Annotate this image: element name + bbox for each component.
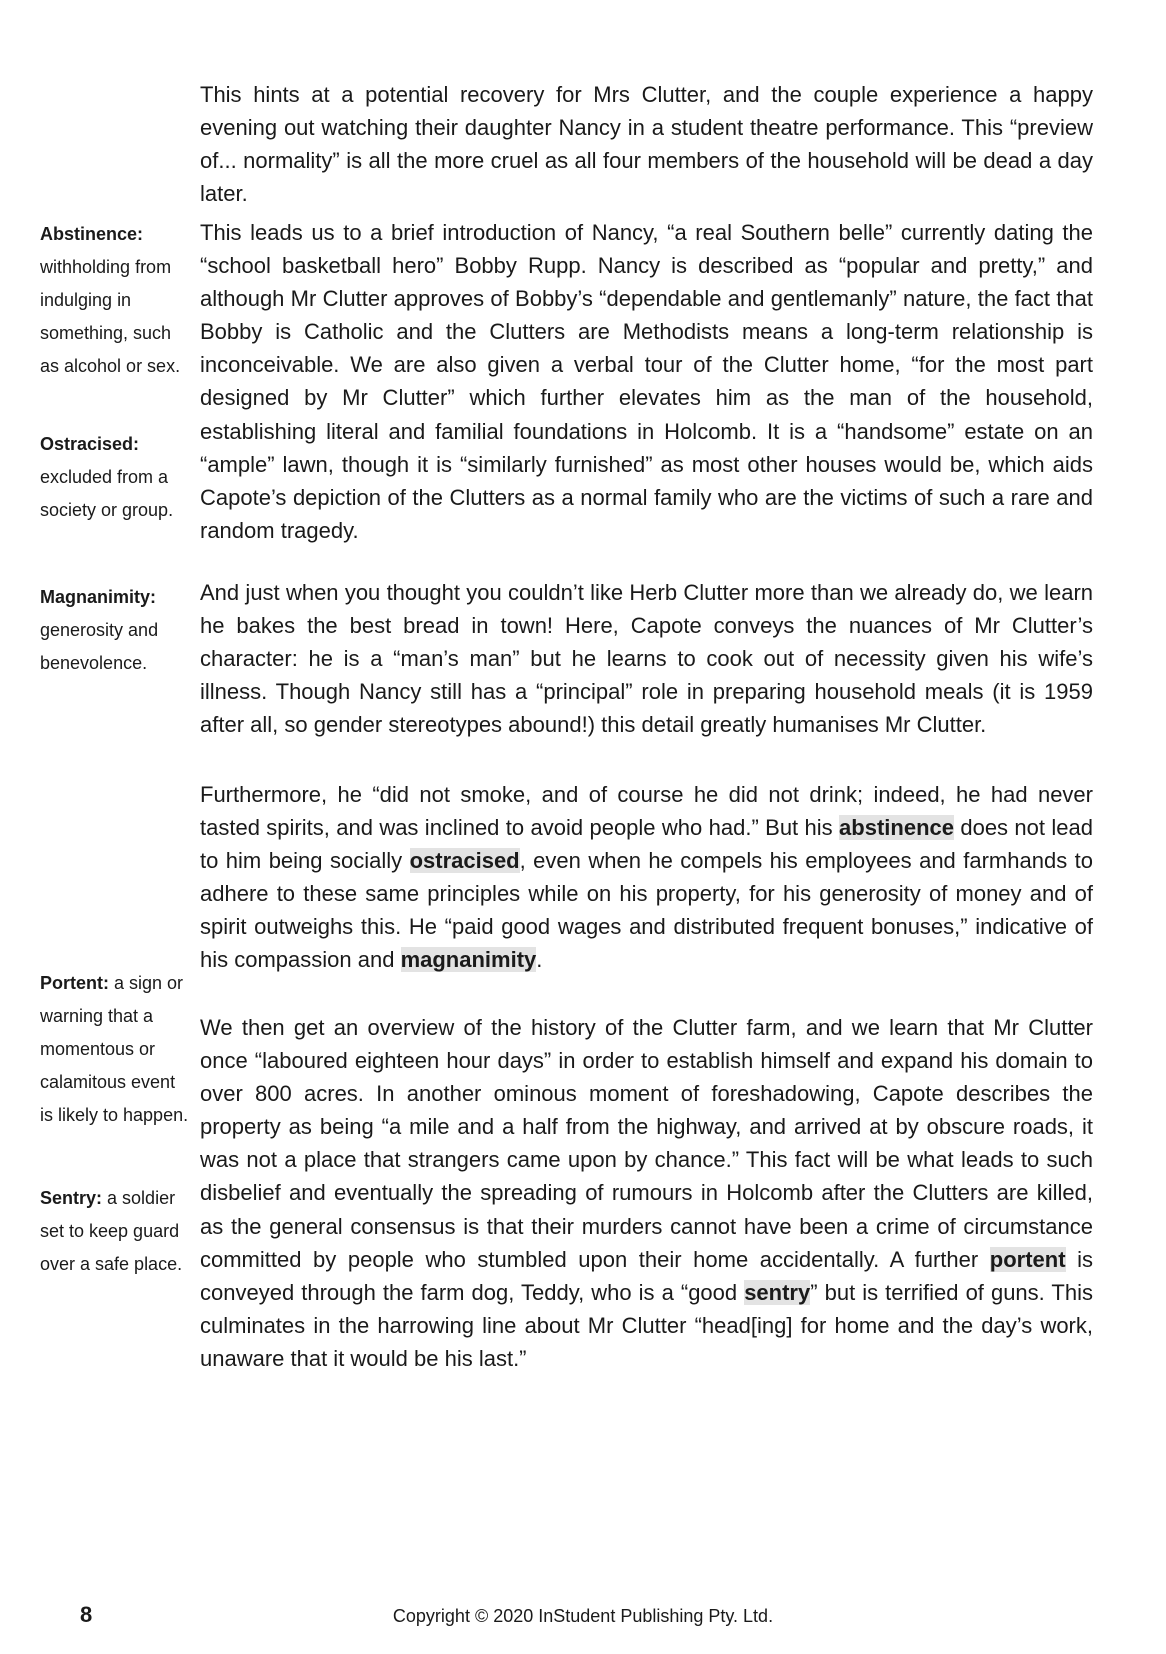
glossary-term: Abstinence: bbox=[40, 224, 144, 244]
glossary-term: Magnanimity: bbox=[40, 587, 157, 607]
paragraph-text bbox=[200, 78, 1093, 210]
paragraph-text bbox=[200, 576, 1093, 741]
keyword-portent: portent bbox=[989, 1246, 1066, 1272]
text-run: And just when you thought you couldn’t like Herb Clutter more than we already do, we learn he bakes the best bread in town! Here, Capote conveys the nuances of Mr Clutter’s character: he is a “man’s man” but he learns to cook out of necessity given his wife’s illness. Though Nancy still has a “principal” role in preparing household meals (it is 1959 after all, so gender stereotypes abound!) this detail greatly humanises Mr Clutter. bbox=[200, 580, 1093, 738]
keyword-abstinence: abstinence bbox=[839, 815, 954, 841]
text-run: Furthermore, he “did not smoke, and of course he did not drink; indeed, he had never tasted spirits, and was inclined to avoid people who had.” But his bbox=[200, 782, 1093, 841]
glossary-entry-ostracised bbox=[40, 428, 190, 527]
keyword-ostracised: ostracised bbox=[409, 848, 520, 874]
paragraph-5 bbox=[200, 1011, 1093, 1375]
glossary-definition: generosity and benevolence. bbox=[40, 620, 159, 674]
text-run: This hints at a potential recovery for Mrs Clutter, and the couple experience a happy evening out watching their daughter Nancy in a student theatre performance. This “preview of... normality” is all the more cruel as all four members of the household will be dead a day later. bbox=[200, 82, 1093, 207]
paragraph-1 bbox=[200, 78, 1093, 210]
copyright-footer: Copyright © 2020 InStudent Publishing Pty. Ltd. bbox=[392, 1606, 774, 1626]
glossary-entry-portent bbox=[40, 967, 190, 1132]
text-run: ” but is terrified of guns. This culminates in the harrowing line about Mr Clutter “head[ing] for home and the day’s work, unaware that it would be his last.” bbox=[200, 1279, 1093, 1371]
paragraph-text bbox=[200, 216, 1093, 547]
text-run: . bbox=[536, 947, 543, 973]
glossary-definition: excluded from a society or group. bbox=[40, 467, 174, 521]
paragraph-text bbox=[200, 1011, 1093, 1375]
text-run: does not lead to him being socially bbox=[200, 815, 1093, 874]
glossary-entry-magnanimity bbox=[40, 581, 190, 680]
page-number: 8 bbox=[80, 1602, 93, 1627]
glossary-term: Ostracised: bbox=[40, 434, 140, 454]
keyword-magnanimity: magnanimity bbox=[400, 947, 537, 973]
glossary-entry-sentry bbox=[40, 1182, 190, 1281]
text-run: We then get an overview of the history of the Clutter farm, and we learn that Mr Clutter once “laboured eighteen hour days” in order to establish himself and expand his domain to over 800 acres. In another ominous moment of foreshadowing, Capote describes the property as being “a mile and a half from the highway, and arrived at by obscure roads, it was not a place that strangers came upon by chance.” This fact will be what leads to such disbelief and eventually the spreading of rumours in Holcomb after the Clutters are killed, as the general consensus is that their murders cannot have been a crime of circumstance committed by people who stumbled upon their home accidentally. A further bbox=[200, 1015, 1093, 1272]
glossary-entry-abstinence bbox=[40, 218, 190, 383]
text-run: This leads us to a brief introduction of Nancy, “a real Southern belle” currently dating the “school basketball hero” Bobby Rupp. Nancy is described as “popular and pretty,” and although Mr Clutter approves of Bobby’s “dependable and gentlemanly” nature, the fact that Bobby is Catholic and the Clutters are Methodists means a long-term relationship is inconceivable. We are also given a verbal tour of the Clutter home, “for the most part designed by Mr Clutter” which further elevates him as the man of the household, establishing literal and familial foundations in Holcomb. It is a “handsome” estate on an “ample” lawn, though it is “similarly furnished” as most other houses would be, which aids Capote’s depiction of the Clutters as a normal family who are the victims of such a rare and random tragedy. bbox=[200, 220, 1093, 543]
glossary-definition: a sign or warning that a momentous or calamitous event is likely to happen. bbox=[40, 973, 189, 1126]
text-run: is conveyed through the farm dog, Teddy, who is a “good bbox=[200, 1246, 1093, 1305]
glossary-term: Portent: bbox=[40, 973, 109, 993]
glossary-definition: withholding from indulging in something, such as alcohol or sex. bbox=[40, 257, 181, 377]
glossary-term: Sentry: bbox=[40, 1188, 103, 1208]
paragraph-2 bbox=[200, 216, 1093, 547]
text-run: , even when he compels his employees and farmhands to adhere to these same principles while on his property, for his generosity of money and of spirit outweighs this. He “paid good wages and distributed frequent bonuses,” indicative of his compassion and bbox=[200, 848, 1093, 973]
paragraph-text bbox=[200, 778, 1093, 977]
keyword-sentry: sentry bbox=[744, 1279, 811, 1305]
paragraph-3 bbox=[200, 576, 1093, 741]
paragraph-4 bbox=[200, 778, 1093, 977]
glossary-definition: a soldier set to keep guard over a safe place. bbox=[40, 1188, 183, 1275]
